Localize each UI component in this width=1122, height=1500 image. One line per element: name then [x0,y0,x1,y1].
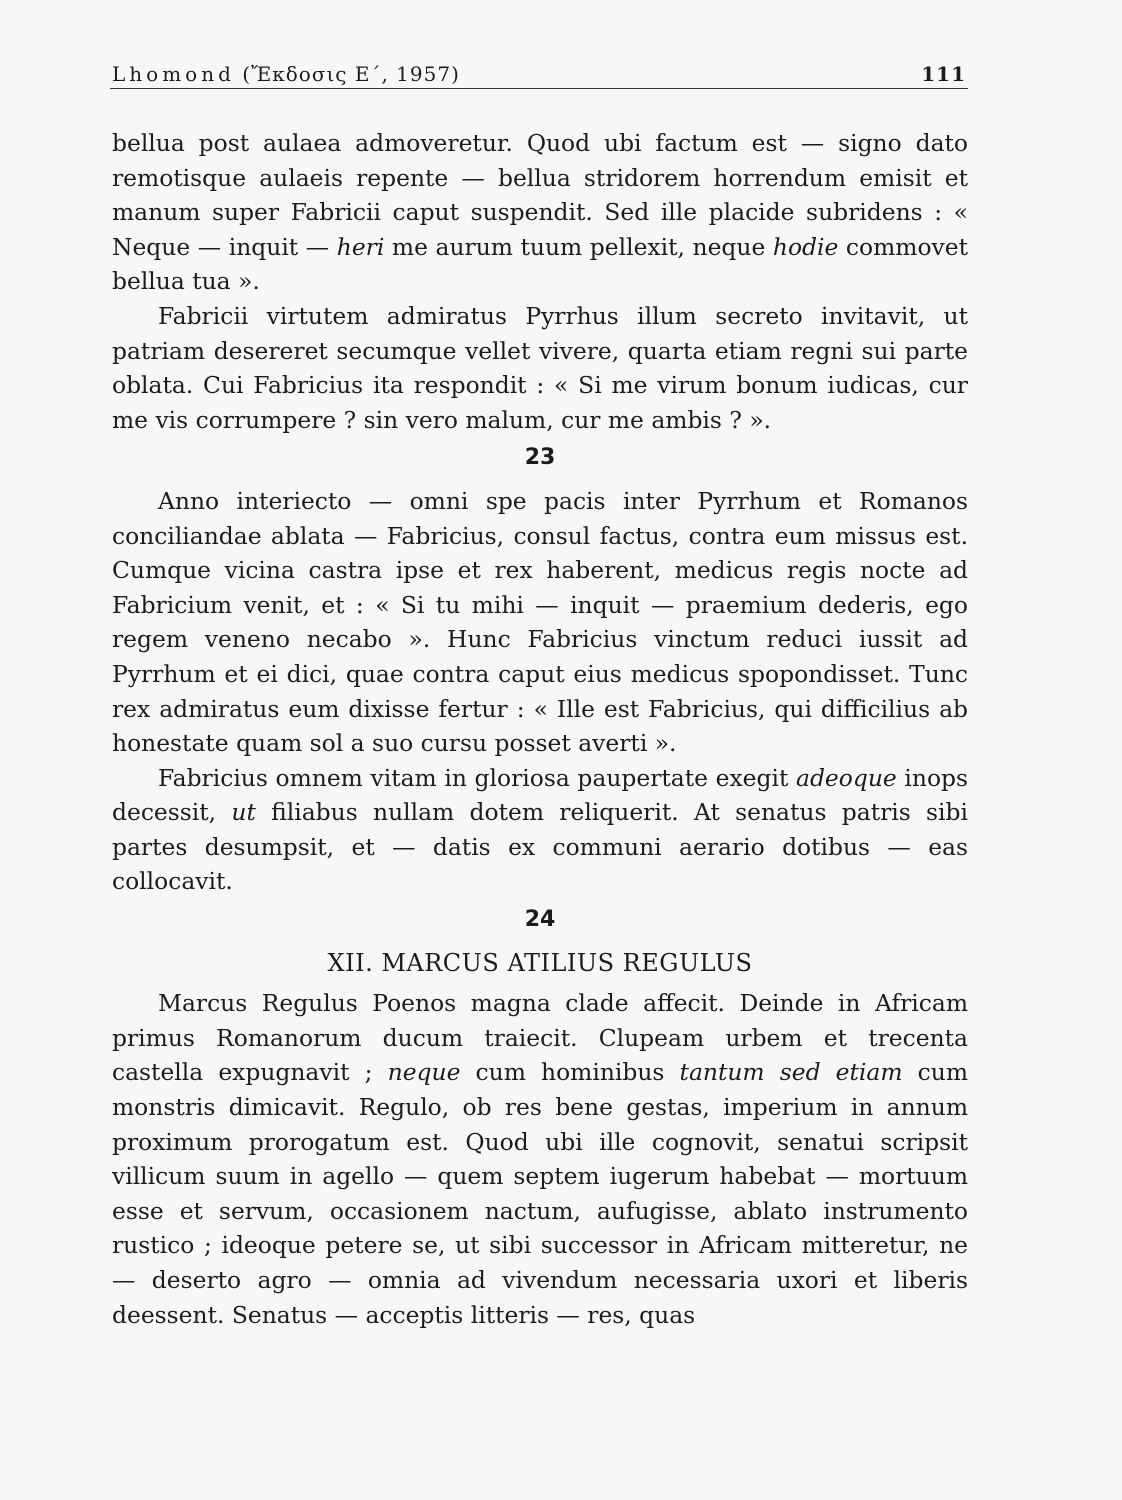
paragraph-4-italic-1: adeoque [796,763,897,792]
paragraph-1-text-c: commovet bellua tua ». [112,232,968,296]
paragraph-5-italic-1: neque [387,1058,461,1087]
paragraph-3: Anno interiecto — omni spe pacis inter Pyrrhum et Romanos conciliandae ablata — Fabricius, consul factus, contra eum missus est. Cumque vicina castra ipse et rex haberent, medicus regis nocte ad Fabricium venit, et : « Si tu mihi — inquit — praemium dederis, ego regem veneno necabo ». Hunc Fabricius vinctum reduci iussit ad Pyrrhum et ei dici, quae contra caput eius medicus spopondisset. Tunc rex admiratus eum dixisse fertur : « Ille est Fabricius, qui difficilius ab honestate quam sol a suo cursu posset averti ». [112,486,968,758]
header-left [112,62,460,86]
paragraph-5 [112,986,968,1332]
paragraph-1-text-a: bellua post aulaea admoveretur. Quod ubi factum est — signo dato remotisque aulaeis repente — bellua stridorem horrendum emisit et manum super Fabricii caput suspendit. Sed ille placide subridens : « Neque — inquit — [112,129,968,261]
paragraph-5-text-b: cum hominibus [460,1058,680,1087]
header-edition: (Ἔκδοσις Ε΄, 1957) [242,62,460,86]
paragraph-1-text-b: me aurum tuum pellexit, neque [384,232,773,261]
paragraph-4 [112,761,968,899]
paragraph-5-text-c: cum monstris dimicavit. Regulo, ob res bene gestas, imperium in annum proximum prorogatum est. Quod ubi ille cognovit, senatui scripsit villicum suum in agello — quem septem iugerum habebat — mortuum esse et servum, occasionem nactum, aufugisse, ablato instrumento rustico ; ideoque petere se, ut sibi successor in Africam mitteretur, ne — deserto agro — omnia ad vivendum necessaria uxori et liberis deessent. Senatus — acceptis litteris — res, quas [112,1058,969,1329]
section-number-23: 23 [524,445,556,471]
chapter-title: XII. MARCUS ATILIUS REGULUS [327,948,753,977]
header-author: Lhomond [112,62,235,86]
paragraph-5-text-a: Marcus Regulus Poenos magna clade affecit. Deinde in Africam primus Romanorum ducum traiecit. Clupeam urbem et trecenta castella expugnavit ; [112,989,968,1087]
paragraph-5-italic-2: tantum sed etiam [679,1058,903,1087]
page-body [112,126,968,1332]
paragraph-4-text-a: Fabricius omnem vitam in gloriosa paupertate exegit [158,763,797,792]
paragraph-4-italic-2: ut [231,798,256,827]
paragraph-2: Fabricii virtutem admiratus Pyrrhus illum secreto invitavit, ut patriam desereret secumque vellet vivere, quarta etiam regni sui parte oblata. Cui Fabricius ita respondit : « Si me virum bonum iudicas, cur me vis corrumpere ? sin vero malum, cur me ambis ? ». [112,301,968,434]
paragraph-1 [112,126,968,299]
page-number: 111 [921,62,966,86]
paragraph-4-text-b: inops decessit, [112,763,968,827]
paragraph-1-italic-1: heri [336,232,385,261]
running-header [110,58,968,89]
paragraph-1-italic-2: hodie [772,232,839,261]
paragraph-4-text-c: filiabus nullam dotem reliquerit. At senatus patris sibi partes desumpsit, et — datis ex communi aerario dotibus — eas collocavit. [112,798,968,896]
section-number-24: 24 [524,907,556,933]
